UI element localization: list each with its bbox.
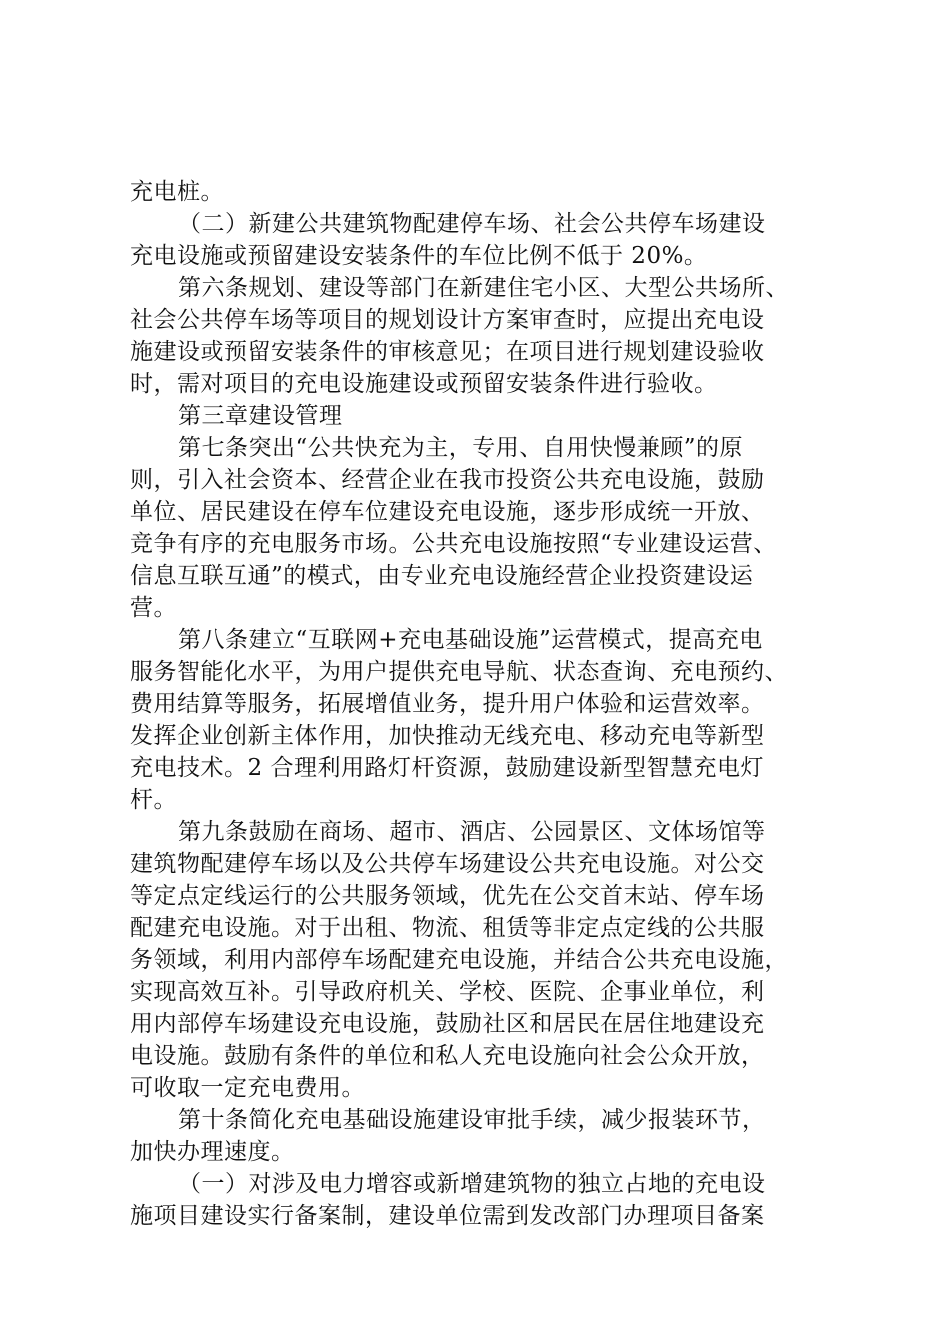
text-line: 单位、居民建设在停车位建设充电设施，逐步形成统一开放、 (130, 499, 765, 525)
document-body (130, 176, 830, 1232)
text-line: 第七条突出“公共快充为主，专用、自用快慢兼顾”的原 (178, 435, 744, 461)
text-line: 充电设施或预留建设安装条件的车位比例不低于 20%。 (130, 243, 708, 269)
text-line: 充电桩。 (130, 179, 224, 205)
text-line: 加快办理速度。 (130, 1139, 295, 1165)
text-line: 则，引入社会资本、经营企业在我市投资公共充电设施，鼓励 (130, 467, 765, 493)
text-line: 第十条简化充电基础设施建设审批手续，减少报装环节， (178, 1107, 766, 1133)
text-line: （一）对涉及电力增容或新增建筑物的独立占地的充电设 (178, 1171, 766, 1197)
text-line: 务领域，利用内部停车场配建充电设施，并结合公共充电设施， (130, 947, 788, 973)
text-line: 配建充电设施。对于出租、物流、租赁等非定点定线的公共服 (130, 915, 765, 941)
text-line: 等定点定线运行的公共服务领域，优先在公交首末站、停车场 (130, 883, 765, 909)
text-line: 第九条鼓励在商场、超市、酒店、公园景区、文体场馆等 (178, 819, 766, 845)
text-line: （二）新建公共建筑物配建停车场、社会公共停车场建设 (178, 211, 766, 237)
text-line: 第三章建设管理 (178, 403, 343, 429)
text-line: 社会公共停车场等项目的规划设计方案审查时，应提出充电设 (130, 307, 765, 333)
text-line: 信息互联互通”的模式，由专业充电设施经营企业投资建设运 (130, 563, 754, 589)
text-line: 发挥企业创新主体作用，加快推动无线充电、移动充电等新型 (130, 723, 765, 749)
text-line: 可收取一定充电费用。 (130, 1075, 365, 1101)
text-line: 第六条规划、建设等部门在新建住宅小区、大型公共场所、 (178, 275, 789, 301)
text-line: 电设施。鼓励有条件的单位和私人充电设施向社会公众开放， (130, 1043, 765, 1069)
text-line: 服务智能化水平，为用户提供充电导航、状态查询、充电预约、 (130, 659, 788, 685)
text-line: 第八条建立“互联网+充电基础设施”运营模式，提高充电 (178, 627, 763, 653)
text-line: 施项目建设实行备案制，建设单位需到发改部门办理项目备案 (130, 1203, 765, 1229)
text-line: 竞争有序的充电服务市场。公共充电设施按照“专业建设运营、 (130, 531, 777, 557)
text-line: 建筑物配建停车场以及公共停车场建设公共充电设施。对公交 (130, 851, 765, 877)
text-line: 施建设或预留安装条件的审核意见；在项目进行规划建设验收 (130, 339, 765, 365)
text-line: 时，需对项目的充电设施建设或预留安装条件进行验收。 (130, 371, 718, 397)
text-line: 费用结算等服务，拓展增值业务，提升用户体验和运营效率。 (130, 691, 765, 717)
text-line: 实现高效互补。引导政府机关、学校、医院、企事业单位，利 (130, 979, 765, 1005)
text-line: 营。 (130, 595, 177, 621)
text-line: 充电技术。2 合理利用路灯杆资源，鼓励建设新型智慧充电灯 (130, 755, 764, 781)
text-line: 用内部停车场建设充电设施，鼓励社区和居民在居住地建设充 (130, 1011, 765, 1037)
text-line: 杆。 (130, 787, 177, 813)
